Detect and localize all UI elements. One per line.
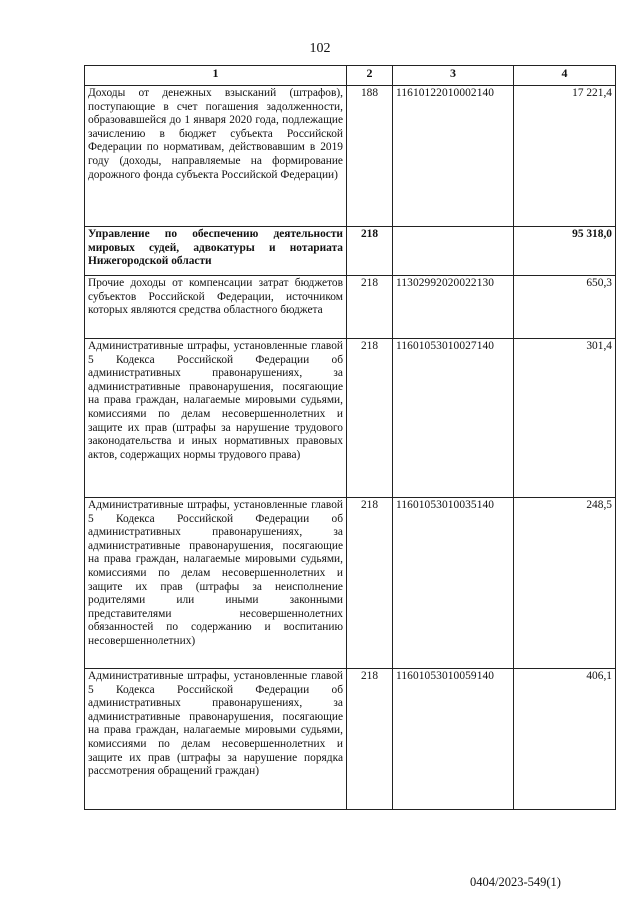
table-row (85, 276, 616, 339)
page-number: 102 (309, 41, 331, 56)
row-description: Административные штрафы, установленные главой 5 Кодекса Российской Федерации об административных правонарушениях, за административные правонарушения, посягающие на права граждан, налагаемые мировыми судьями, комиссиями по делам несовершеннолетних и защите их прав (штрафы за неисполнение родителями или иными законными представителями несовершеннолетних обязанностей по содержанию и воспитанию несовершеннолетних) (85, 498, 347, 669)
row-description: Доходы от денежных взысканий (штрафов), поступающие в счет погашения задолженности, образовавшейся до 1 января 2020 года, подлежащие зачислению в бюджет субъекта Российской Федерации по нормативам, действовавшим в 2019 году (доходы, направляемые на формирование дорожного фонда субъекта Российской Федерации) (85, 86, 347, 227)
row-kbk-code: 11610122010002140 (393, 86, 514, 227)
row-admin-code: 218 (347, 339, 393, 498)
row-amount: 248,5 (514, 498, 616, 669)
row-admin-code: 218 (347, 276, 393, 339)
row-kbk-code: 11302992020022130 (393, 276, 514, 339)
row-kbk-code (393, 227, 514, 276)
table-row (85, 498, 616, 669)
table-row (85, 669, 616, 810)
header-col-4: 4 (514, 66, 616, 86)
row-admin-code: 218 (347, 669, 393, 810)
row-description: Административные штрафы, установленные главой 5 Кодекса Российской Федерации об административных правонарушениях, за административные правонарушения, посягающие на права граждан, налагаемые мировыми судьями, комиссиями по делам несовершеннолетних и защите их прав (штрафы за нарушение порядка рассмотрения обращений граждан) (85, 669, 347, 810)
row-amount: 650,3 (514, 276, 616, 339)
table-row (85, 227, 616, 276)
row-kbk-code: 11601053010035140 (393, 498, 514, 669)
document-number: 0404/2023-549(1) (470, 875, 561, 889)
row-admin-code: 188 (347, 86, 393, 227)
row-description: Управление по обеспечению деятельности мировых судей, адвокатуры и нотариата Нижегородской области (85, 227, 347, 276)
row-amount: 17 221,4 (514, 86, 616, 227)
row-amount: 95 318,0 (514, 227, 616, 276)
row-kbk-code: 11601053010027140 (393, 339, 514, 498)
table-row (85, 86, 616, 227)
table-header-row (85, 66, 616, 86)
header-col-2: 2 (347, 66, 393, 86)
table-row (85, 339, 616, 498)
row-description: Административные штрафы, установленные главой 5 Кодекса Российской Федерации об административных правонарушениях, за административные правонарушения, посягающие на права граждан, налагаемые мировыми судьями, комиссиями по делам несовершеннолетних и защите их прав (штрафы за нарушение трудового законодательства и иных нормативных правовых актов, содержащих нормы трудового права) (85, 339, 347, 498)
row-description: Прочие доходы от компенсации затрат бюджетов субъектов Российской Федерации, источником которых являются средства областного бюджета (85, 276, 347, 339)
row-amount: 406,1 (514, 669, 616, 810)
revenue-table (84, 65, 616, 810)
header-col-3: 3 (393, 66, 514, 86)
row-admin-code: 218 (347, 227, 393, 276)
row-kbk-code: 11601053010059140 (393, 669, 514, 810)
header-col-1: 1 (85, 66, 347, 86)
row-admin-code: 218 (347, 498, 393, 669)
row-amount: 301,4 (514, 339, 616, 498)
